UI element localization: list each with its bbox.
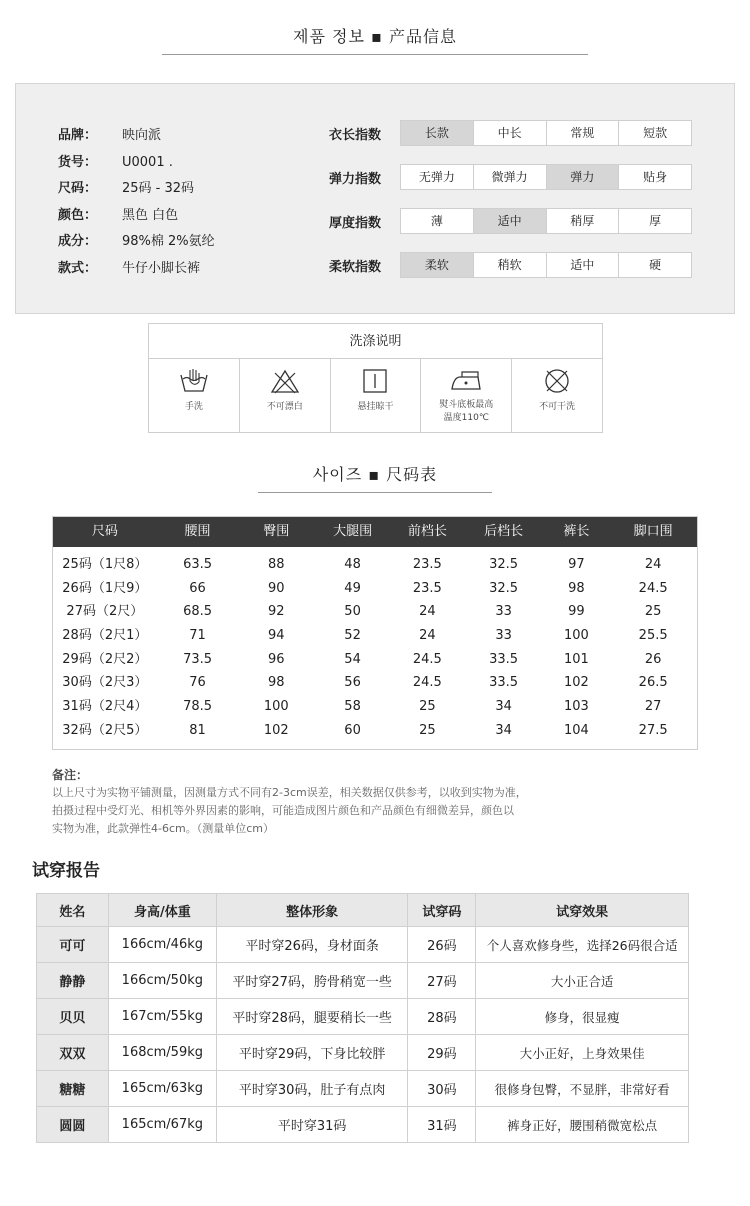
wash-label: 温度110℃ — [443, 413, 489, 423]
index-option: 硬 — [618, 253, 691, 277]
size-cell: 99 — [568, 604, 585, 620]
index-option: 稍厚 — [546, 209, 619, 233]
size-cell: 78.5 — [183, 699, 213, 715]
wash-item-hand-wash — [149, 359, 239, 432]
try-cell: 裤身正好，腰围稍微宽松点 — [476, 1107, 689, 1143]
size-cell: 96 — [268, 651, 285, 667]
size-row — [53, 600, 697, 624]
size-row — [53, 624, 697, 648]
size-cell: 33 — [495, 628, 512, 644]
try-report-table — [36, 893, 689, 1143]
index-option: 适中 — [473, 209, 546, 233]
wash-label: 熨斗底板最高 — [439, 400, 494, 410]
size-cell: 100 — [563, 628, 589, 644]
size-cell: 68.5 — [183, 604, 213, 620]
try-header-cell: 试穿码 — [408, 894, 476, 927]
size-header-cell: 臀围 — [263, 524, 290, 539]
info-row — [58, 204, 178, 223]
wash-item-no-bleach — [239, 359, 330, 432]
info-value: 25码 - 32码 — [122, 181, 195, 196]
try-cell: 大小正合适 — [476, 963, 689, 999]
wash-label: 不可漂白 — [266, 402, 303, 412]
size-cell: 27 — [644, 699, 662, 715]
try-cell: 平时穿30码，肚子有点肉 — [216, 1071, 408, 1107]
try-cell: 平时穿31码 — [216, 1107, 408, 1143]
size-cell: 25码（1尺8） — [62, 557, 148, 572]
info-row — [58, 151, 173, 170]
size-cell: 24 — [419, 628, 436, 644]
info-value: U0001 . — [122, 154, 173, 170]
size-cell: 32.5 — [489, 557, 519, 572]
info-label: 成分： — [58, 234, 98, 249]
info-label: 货号： — [58, 154, 98, 170]
size-row — [53, 719, 697, 743]
index-option: 贴身 — [618, 165, 691, 189]
index-label: 柔软指数 — [329, 260, 382, 275]
note-line: 以上尺寸为实物平铺测量，因测量方式不同有2-3cm误差，相关数据仅供参考，以收到实物为准， — [52, 786, 527, 799]
size-cell: 66 — [189, 580, 206, 596]
size-cell: 24.5 — [638, 580, 668, 596]
size-cell: 88 — [268, 557, 285, 572]
size-cell: 58 — [344, 699, 361, 715]
index-option: 中长 — [473, 121, 546, 145]
try-cell: 27码 — [408, 963, 476, 999]
size-cell: 98 — [568, 580, 585, 596]
try-row — [37, 1035, 689, 1071]
size-cell: 24 — [419, 604, 436, 620]
size-cell: 48 — [344, 557, 361, 572]
size-cell: 94 — [268, 628, 285, 644]
size-cell: 25 — [644, 604, 662, 620]
index-option: 适中 — [546, 253, 619, 277]
wash-item-iron — [420, 359, 511, 432]
try-cell: 29码 — [408, 1035, 476, 1071]
no-bleach-icon — [269, 367, 301, 395]
info-row — [58, 177, 194, 196]
try-cell: 很修身包臀，不显胖，非常好看 — [476, 1071, 689, 1107]
try-cell: 平时穿28码，腿要稍长一些 — [216, 999, 408, 1035]
info-value: 98%棉 2%氨纶 — [122, 234, 215, 249]
size-cell: 73.5 — [183, 651, 213, 667]
index-scale — [400, 164, 692, 190]
try-cell: 165cm/63kg — [108, 1071, 216, 1107]
wash-label: 手洗 — [184, 402, 203, 412]
size-cell: 52 — [344, 628, 361, 644]
size-cell: 23.5 — [412, 557, 442, 572]
size-cell: 29码（2尺2） — [62, 651, 148, 667]
size-cell: 33 — [495, 604, 512, 620]
note-line: 实物为准，此款弹性4-6cm。（测量单位cm） — [52, 822, 274, 835]
try-cell: 静静 — [37, 963, 109, 999]
title-divider — [162, 54, 588, 55]
size-cell: 30码（2尺3） — [62, 675, 148, 691]
info-label: 颜色： — [58, 207, 98, 223]
try-row — [37, 1071, 689, 1107]
size-cell: 81 — [189, 722, 206, 738]
index-scale — [400, 252, 692, 278]
index-option: 稍软 — [473, 253, 546, 277]
try-cell: 166cm/50kg — [108, 963, 216, 999]
try-cell: 28码 — [408, 999, 476, 1035]
try-cell: 167cm/55kg — [108, 999, 216, 1035]
size-header-cell: 大腿围 — [333, 524, 373, 539]
size-cell: 31码（2尺4） — [62, 699, 148, 715]
product-info-panel — [15, 83, 735, 314]
size-cell: 32码（2尺5） — [62, 722, 148, 738]
size-cell: 25 — [419, 722, 436, 738]
index-option: 厚 — [618, 209, 691, 233]
size-section-title: 사이즈 ▪ 尺码表 — [312, 465, 438, 484]
try-cell: 可可 — [37, 927, 109, 963]
try-header-cell: 整体形象 — [216, 894, 408, 927]
size-row — [53, 577, 697, 601]
size-cell: 76 — [189, 675, 206, 691]
size-cell: 50 — [344, 604, 361, 620]
size-row — [53, 553, 697, 577]
index-option: 短款 — [618, 121, 691, 145]
index-option: 柔软 — [401, 253, 473, 277]
index-option: 常规 — [546, 121, 619, 145]
size-cell: 32.5 — [489, 580, 519, 596]
size-cell: 60 — [344, 722, 361, 738]
size-cell: 24 — [644, 557, 662, 572]
size-header-cell: 裤长 — [563, 524, 590, 539]
title-divider — [258, 492, 492, 493]
size-cell: 103 — [563, 699, 589, 715]
size-cell: 24.5 — [412, 675, 442, 691]
size-cell: 27码（2尺） — [66, 604, 144, 620]
size-cell: 54 — [344, 651, 361, 667]
try-header-cell: 姓名 — [37, 894, 109, 927]
index-label: 厚度指数 — [329, 216, 382, 231]
hang-dry-icon — [359, 367, 391, 395]
no-dry-clean-icon — [541, 367, 573, 395]
size-cell: 56 — [344, 675, 361, 691]
index-option: 无弹力 — [418, 170, 455, 184]
info-value: 映向派 — [122, 128, 162, 143]
size-header-cell: 尺码 — [91, 524, 118, 539]
size-row — [53, 671, 697, 695]
size-cell: 23.5 — [412, 580, 442, 596]
size-header-cell: 腰围 — [184, 524, 211, 539]
try-row — [37, 999, 689, 1035]
info-label: 尺码： — [58, 181, 98, 196]
try-cell: 平时穿26码，身材面条 — [216, 927, 408, 963]
size-cell: 102 — [263, 722, 289, 738]
info-row — [58, 257, 200, 276]
try-cell: 大小正好，上身效果佳 — [476, 1035, 689, 1071]
try-cell: 糖糖 — [37, 1071, 109, 1107]
size-cell: 90 — [268, 580, 285, 596]
size-cell: 63.5 — [183, 557, 213, 572]
size-cell: 28码（2尺1） — [62, 628, 148, 644]
try-cell: 修身，很显瘦 — [476, 999, 689, 1035]
try-cell: 平时穿27码，胯骨稍宽一些 — [216, 963, 408, 999]
try-report-title: 试穿报告 — [32, 861, 100, 881]
size-cell: 49 — [344, 580, 361, 596]
size-cell: 100 — [263, 699, 289, 715]
size-cell: 101 — [563, 651, 589, 667]
size-cell: 25.5 — [638, 628, 668, 644]
size-cell: 26 — [644, 651, 662, 667]
try-cell: 个人喜欢修身些，选择26码很合适 — [476, 927, 689, 963]
try-cell: 30码 — [408, 1071, 476, 1107]
size-table-header — [53, 517, 697, 547]
note-line: 拍摄过程中受灯光、相机等外界因素的影响，可能造成图片颜色和产品颜色有细微差异，颜色以 — [52, 804, 514, 817]
wash-item-no-dry-clean — [511, 359, 602, 432]
try-cell: 双双 — [37, 1035, 109, 1071]
info-label: 款式： — [58, 260, 98, 276]
info-value: 牛仔小脚长裤 — [122, 260, 201, 276]
index-label: 弹力指数 — [329, 172, 382, 187]
size-row — [53, 695, 697, 719]
info-value: 黑色 白色 — [122, 207, 179, 223]
try-cell: 165cm/67kg — [108, 1107, 216, 1143]
index-option: 微弹力 — [473, 165, 546, 189]
size-cell: 33.5 — [489, 651, 519, 667]
size-cell: 25 — [419, 699, 436, 715]
wash-label: 悬挂晾干 — [357, 402, 394, 412]
size-table — [52, 516, 698, 750]
size-cell: 71 — [189, 628, 206, 644]
try-cell: 平时穿29码，下身比较胖 — [216, 1035, 408, 1071]
try-cell: 31码 — [408, 1107, 476, 1143]
try-cell: 圆圆 — [37, 1107, 109, 1143]
info-row — [58, 230, 215, 249]
try-cell: 贝贝 — [37, 999, 109, 1035]
wash-item-hang-dry — [330, 359, 421, 432]
index-label: 衣长指数 — [329, 128, 382, 143]
hand-wash-icon — [178, 367, 210, 395]
index-option: 弹力 — [546, 165, 619, 189]
product-section-title: 제품 정보 ▪ 产品信息 — [293, 27, 457, 46]
try-header-cell: 试穿效果 — [476, 894, 689, 927]
size-header-cell: 脚口围 — [633, 524, 673, 539]
info-row — [58, 124, 161, 143]
wash-instructions — [148, 323, 603, 433]
iron-icon — [448, 367, 484, 393]
size-cell: 26.5 — [638, 675, 668, 691]
size-cell: 26码（1尺9） — [62, 580, 148, 596]
index-scale — [400, 120, 692, 146]
try-row — [37, 1107, 689, 1143]
size-header-cell: 后档长 — [484, 524, 524, 539]
note-title: 备注： — [52, 768, 89, 782]
index-option: 薄 — [430, 214, 443, 228]
try-row — [37, 927, 689, 963]
size-cell: 34 — [495, 722, 512, 738]
try-cell: 166cm/46kg — [108, 927, 216, 963]
size-cell: 92 — [268, 604, 285, 620]
index-option: 长款 — [401, 121, 473, 145]
info-label: 品牌： — [58, 128, 98, 143]
try-cell: 26码 — [408, 927, 476, 963]
size-cell: 34 — [495, 699, 512, 715]
try-header-cell: 身高/体重 — [108, 894, 216, 927]
try-row — [37, 963, 689, 999]
size-header-cell: 前档长 — [407, 524, 447, 539]
size-cell: 102 — [563, 675, 589, 691]
size-cell: 97 — [568, 557, 585, 572]
size-row — [53, 648, 697, 672]
try-cell: 168cm/59kg — [108, 1035, 216, 1071]
index-scale — [400, 208, 692, 234]
size-cell: 27.5 — [638, 722, 668, 738]
wash-label: 不可干洗 — [539, 402, 576, 412]
size-cell: 33.5 — [489, 675, 519, 691]
size-cell: 98 — [268, 675, 285, 691]
wash-title: 洗涤说明 — [149, 324, 602, 359]
size-cell: 104 — [563, 722, 589, 738]
size-cell: 24.5 — [412, 651, 442, 667]
